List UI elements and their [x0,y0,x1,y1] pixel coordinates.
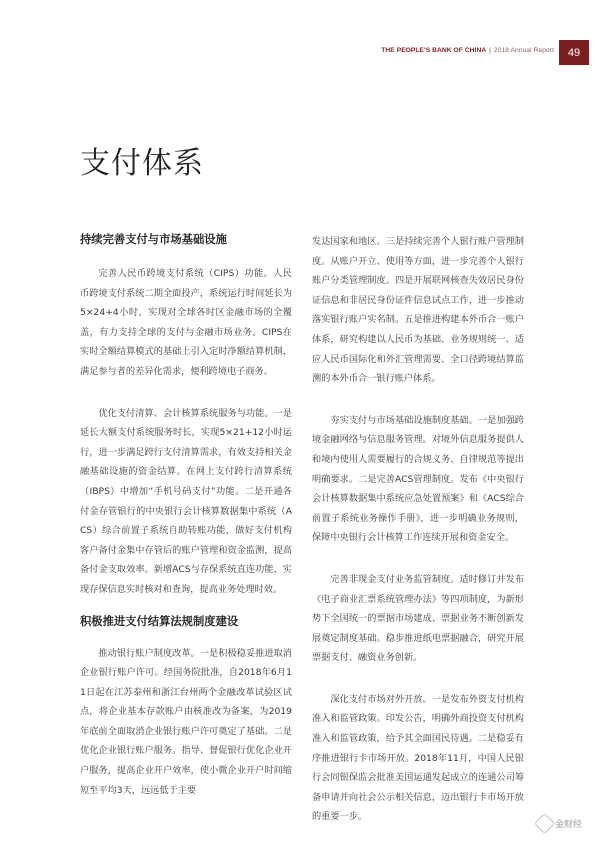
paragraph-account-reform: 推动银行账户制度改革。一是积极稳妥推进取消企业银行账户许可。经国务院批准，自2018年6月11日起在江苏泰州和浙江台州两个金融改革试验区试点，将企业基本存款账户由核准改为备案，为2019年底前全面取消企业银行账户许可奠定了基础。二是优化企业银行账户服务。指导、督促银行优化企业开户服务，提高企业开户效率，使小微企业开户时间缩短至平均3天，远远低于主要 [80,647,292,796]
paragraph-cips: 完善人民币跨境支付系统（CIPS）功能。人民币跨境支付系统二期全面投产，系统运行时间延长为5×24+4小时，实现对全球各时区金融市场的全覆盖，有力支持全球的支付与金融市场业务。CIPS在实时全额结算模式的基础上引入定时净额结算机制，满足参与者的差异化需求，便利跨境电子商务。 [80,268,292,377]
header-separator: | [489,47,491,54]
bank-name: THE PEOPLE'S BANK OF CHINA [381,47,487,54]
right-column [312,232,524,827]
page-number: 49 [567,46,581,59]
paragraph-clearing-systems: 优化支付清算、会计核算系统服务与功能。一是延长大额支付系统服务时长，实现5×21+12小时运行，进一步满足跨行支付清算需求，有效支持相关金融基础设施的资金结算。在网上支付跨行清算系统（IBPS）中增加“手机号码支付”功能。二是开通各付金存管银行的中央银行会计核算数据集中系统（ACS）综合前置子系统自助转账功能，做好支付机构客户备付金集中存管后的账户管理和资金监测，提高备付金支取效率。新增ACS与存保系统直连功能，实现存保信息实时核对和查询，提高业务处理时效。 [80,407,292,595]
diamond-logo-icon [534,813,555,834]
report-name: 2018 Annual Report [493,47,554,54]
watermark [537,816,582,831]
page-number-badge [559,40,589,65]
paragraph-infrastructure-rules: 夯实支付与市场基础设施制度基础。一是加强跨境金融网络与信息服务管理。对境外信息服务提供人和境内使用人需要履行的合规义务、自律规范等提出明确要求。二是完善ACS管理制度。发布《中央银行会计核算数据集中系统应急处置预案》和《ACS综合前置子系统业务操作手册》，进一步明确业务规则，保障中央银行会计核算工作连续开展和资金安全。 [312,414,524,544]
paragraph-account-reform-continued: 发达国家和地区。三是持续完善个人银行账户管理制度。从账户开立、使用等方面，进一步完善个人银行账户分类管理制度。四是开展联网核查失效居民身份证信息和非居民身份证件信息试点工作，进一步推动落实银行账户实名制。五是推进构建本外币合一账户体系，研究构建以人民币为基础、业务规则统一、适应人民币国际化和外汇管理需要、全口径跨境结算监测的本外币合一银行账户体系。 [312,236,524,385]
page-title: 支付体系 [80,146,204,181]
left-column [80,232,292,800]
section-heading-regulation: 积极推进支付结算法规制度建设 [80,614,239,628]
paragraph-market-opening: 深化支付市场对外开放。一是发布外资支付机构准入和监管政策。印发公告，明确外商投资支付机构准入和监管政策，给予其全面国民待遇。二是稳妥有序推进银行卡市场开放。2018年11月，中国人民银行会同银保监会批准美国运通发起成立的连通公司筹备申请并向社会公示相关信息，迈出银行卡市场开放的重要一步。 [312,693,524,823]
running-header [381,47,554,54]
watermark-text: 金财经 [554,820,582,830]
section-heading-infrastructure: 持续完善支付与市场基础设施 [80,233,227,246]
paragraph-non-cash-supervision: 完善非现金支付业务监管制度。适时修订并发布《电子商业汇票系统管理办法》等四项制度，为新形势下全国统一的票据市场建成、票据业务不断创新发展奠定制度基础。稳步推进纸电票据融合，研究开展票据支付、融资业务创新。 [312,573,524,664]
